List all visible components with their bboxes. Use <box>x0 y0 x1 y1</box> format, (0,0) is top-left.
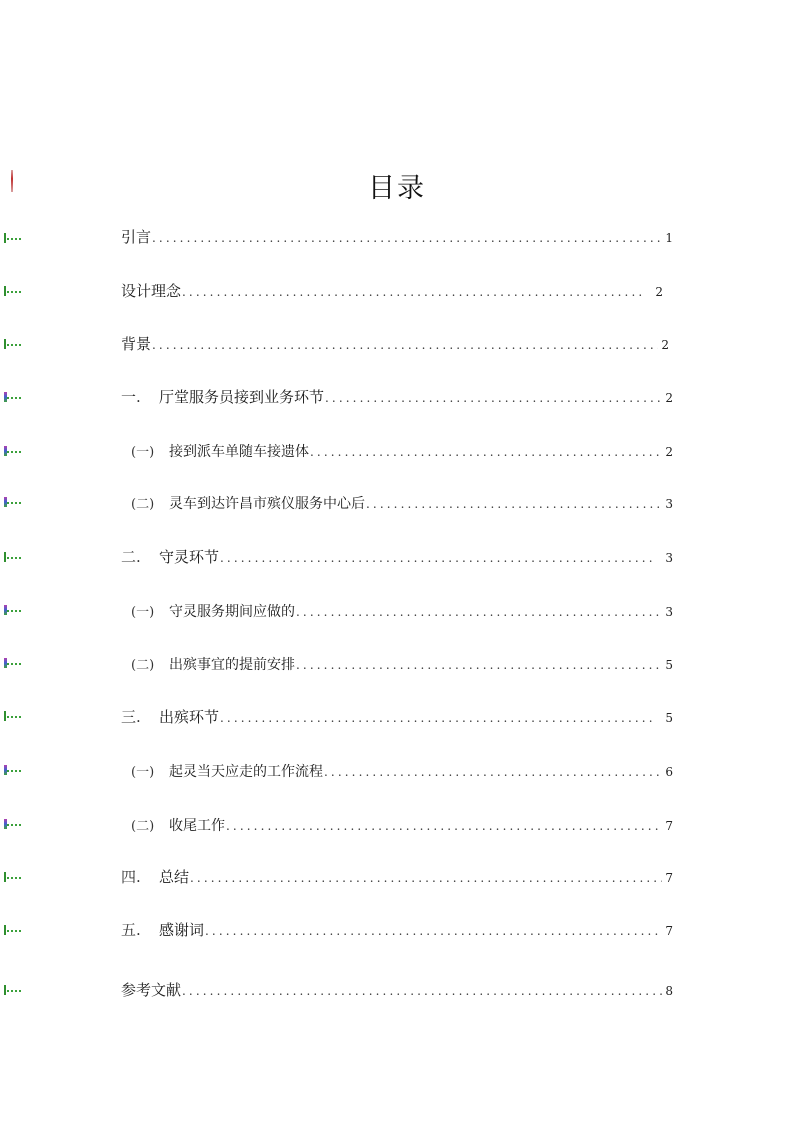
toc-entry-page: 7 <box>665 871 673 885</box>
toc-entry-text: 设计理念 <box>121 282 182 300</box>
dot-leader <box>226 815 662 837</box>
toc-entry-number: (二) <box>131 819 155 834</box>
dot-leader <box>296 654 662 676</box>
toc-entry[interactable] <box>131 815 673 837</box>
toc-entry-number: 二. <box>121 548 141 566</box>
toc-entry-text: 参考文献 <box>121 981 182 999</box>
toc-entry-text: 感谢词 <box>159 921 205 939</box>
toc-entry[interactable] <box>121 706 673 728</box>
page-title: 目录 <box>368 173 426 204</box>
dot-leader <box>182 980 662 1002</box>
toc-entry-page: 5 <box>665 658 673 672</box>
toc-entry-page: 3 <box>665 605 673 619</box>
toc-entry-text: 守灵环节 <box>159 548 220 566</box>
toc-entry[interactable] <box>121 280 663 302</box>
toc-entry-text: 收尾工作 <box>169 818 225 834</box>
toc-entry-number: (一) <box>131 445 155 460</box>
margin-marker <box>4 233 22 243</box>
dot-leader <box>310 441 662 463</box>
toc-entry-number: (二) <box>131 658 155 673</box>
dot-leader <box>152 334 658 356</box>
dot-leader <box>296 601 662 623</box>
toc-entry[interactable] <box>121 333 669 355</box>
toc-entry-text: 出殡事宜的提前安排 <box>169 657 295 673</box>
toc-entry-number: 四. <box>121 868 141 886</box>
dot-leader <box>324 761 662 783</box>
toc-entry-text: 总结 <box>159 868 190 886</box>
toc-entry-page: 3 <box>665 551 673 565</box>
toc-entry-page: 7 <box>665 819 673 833</box>
toc-entry-page: 8 <box>665 984 673 998</box>
toc-entry-text: 接到派车单随车接遗体 <box>169 444 309 460</box>
margin-marker <box>4 765 22 775</box>
dot-leader <box>220 707 652 729</box>
margin-marker <box>4 872 22 882</box>
toc-entry-number: (一) <box>131 765 155 780</box>
toc-entry-page: 2 <box>665 445 673 459</box>
margin-marker <box>4 339 22 349</box>
dot-leader <box>190 867 662 889</box>
toc-entry[interactable] <box>131 601 673 623</box>
toc-entry-page: 3 <box>665 497 673 511</box>
toc-entry[interactable] <box>121 386 673 408</box>
toc-entry[interactable] <box>121 546 673 568</box>
toc-entry[interactable] <box>131 493 673 515</box>
margin-marker <box>4 392 22 402</box>
toc-entry-number: (二) <box>131 497 155 512</box>
toc-entry-number: (一) <box>131 605 155 620</box>
margin-marker <box>4 605 22 615</box>
toc-entry[interactable] <box>121 979 673 1001</box>
toc-entry-page: 2 <box>655 285 663 299</box>
toc-entry-page: 1 <box>665 231 673 245</box>
margin-marker <box>4 819 22 829</box>
toc-entry[interactable] <box>131 654 673 676</box>
toc-entry-text: 厅堂服务员接到业务环节 <box>159 388 325 406</box>
dot-leader <box>182 281 642 303</box>
margin-marker <box>4 985 22 995</box>
margin-marker <box>4 286 22 296</box>
toc-entry[interactable] <box>131 441 673 463</box>
dot-leader <box>366 493 662 515</box>
toc-entry-text: 守灵服务期间应做的 <box>169 604 295 620</box>
toc-entry[interactable] <box>121 919 673 941</box>
margin-marker <box>4 711 22 721</box>
dot-leader <box>205 920 662 942</box>
dot-leader <box>325 387 662 409</box>
toc-entry-text: 起灵当天应走的工作流程 <box>169 764 323 780</box>
toc-entry-text: 出殡环节 <box>159 708 220 726</box>
dot-leader <box>220 547 652 569</box>
toc-entry-text: 灵车到达许昌市殡仪服务中心后 <box>169 496 365 512</box>
toc-entry-page: 2 <box>661 338 669 352</box>
toc-entry-page: 6 <box>665 765 673 779</box>
toc-entry-number: 一. <box>121 388 141 406</box>
toc-entry-number: 五. <box>121 921 141 939</box>
toc-entry[interactable] <box>121 866 673 888</box>
toc-entry-text: 背景 <box>121 335 152 353</box>
margin-marker <box>4 497 22 507</box>
toc-entry[interactable] <box>121 226 673 248</box>
toc-entry-page: 2 <box>665 391 673 405</box>
toc-entry-page: 5 <box>665 711 673 725</box>
margin-marker <box>4 658 22 668</box>
toc-entry[interactable] <box>131 761 673 783</box>
margin-marker <box>4 552 22 562</box>
toc-entry-number: 三. <box>121 708 141 726</box>
margin-marker <box>4 446 22 456</box>
margin-marker <box>4 925 22 935</box>
dot-leader <box>152 227 662 249</box>
toc-entry-page: 7 <box>665 924 673 938</box>
toc-entry-text: 引言 <box>121 228 152 246</box>
